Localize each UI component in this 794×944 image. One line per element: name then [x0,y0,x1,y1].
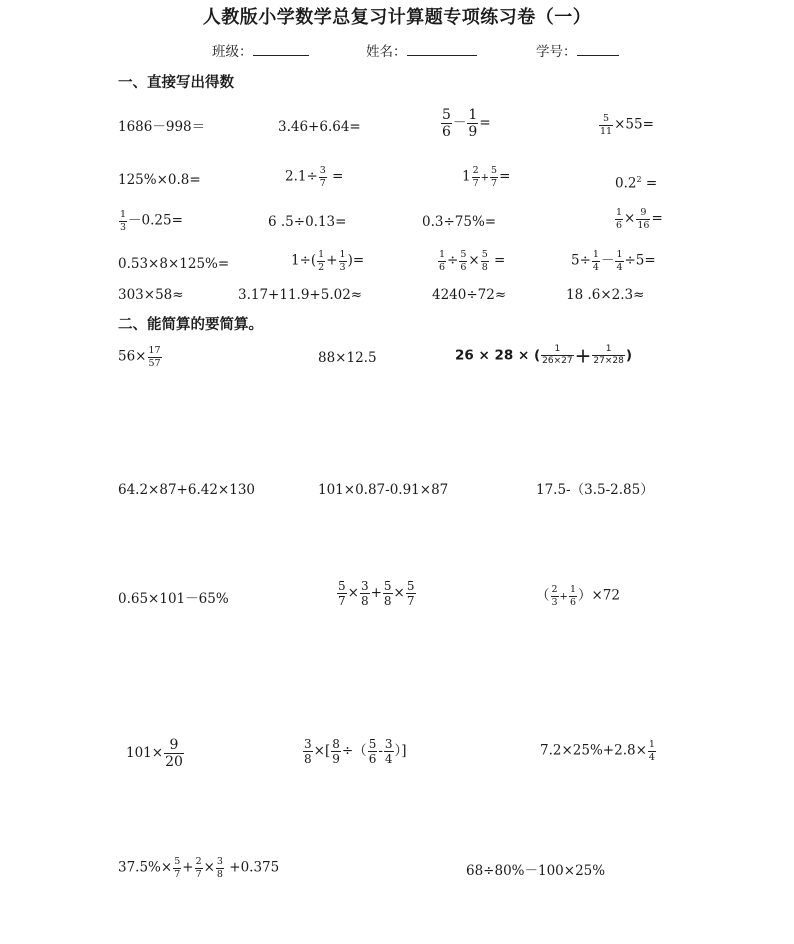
problem-3-2: 6 .5÷0.13= [268,214,347,230]
problem-4-4: 5÷ $\frac{1}{4}$ － $\frac{1}{4}$ ÷5= [571,249,656,273]
problem-3-1: $\frac{1}{3}$ －0.25= [120,209,183,233]
problem-s2-9: （ $\frac{2}{3}$ + $\frac{1}{6}$ ）×72 [536,584,620,608]
problem-s2-2: 88×12.5 [318,350,377,366]
fraction: $\frac{5}{7}$ [406,579,415,608]
problem-s2-7: 0.65×101－65% [118,591,229,607]
fraction: $\frac{1}{4}$ [616,249,623,273]
fraction: $\frac{5}{7}$ [174,856,181,880]
fraction: $\frac{3}{4}$ [384,737,393,766]
fraction: $\frac{1}{4}$ [648,739,655,763]
name-field [366,40,477,60]
fraction: $\frac{2}{7}$ [195,856,202,880]
problem-s2-14: 68÷80%－100×25% [466,863,606,879]
problem-2-4: $0.2^2$ = [615,175,658,192]
problem-2-1: 125%×0.8= [118,172,201,188]
fraction: $\frac{3}{8}$ [360,579,369,608]
fraction: $\frac{5}{6}$ [442,107,451,140]
problem-1-2: 3.46+6.64= [278,119,361,135]
fraction: $\frac{9}{16}$ [637,207,650,231]
section-1-heading: 一、直接写出得数 [118,74,234,91]
problem-s2-13: 37.5%× $\frac{5}{7}$ + $\frac{2}{7}$ × $\frac{3}{8}$ +0.375 [118,856,280,880]
fraction: $\frac{1}{26\times 27}$ [542,344,573,366]
name-blank[interactable] [407,42,477,56]
fraction: $\frac{5}{7}$ [491,165,498,189]
fraction: $\frac{1}{6}$ [439,249,446,273]
problem-5-3: 4240÷72≈ [432,287,507,303]
fraction: $\frac{1}{3}$ [120,209,127,233]
fraction: $\frac{9}{20}$ [165,737,183,770]
fraction: $\frac{2}{3}$ [551,584,558,608]
id-blank[interactable] [577,42,619,56]
page-title: 人教版小学数学总复习计算题专项练习卷（一） [202,7,592,28]
class-field [212,40,309,60]
fraction: $\frac{1}{27\times 28}$ [593,344,624,366]
fraction: $\frac{5}{8}$ [481,249,488,273]
problem-1-3: $\frac{5}{6}$ － $\frac{1}{9}$ = [442,107,491,140]
problem-5-4: 18 .6×2.3≈ [566,287,645,303]
problem-3-3: 0.3÷75%= [422,214,497,230]
problem-2-2: 2.1÷ $\frac{3}{7}$ = [285,165,344,189]
fraction: $\frac{1}{6}$ [569,584,576,608]
problem-s2-4: 64.2×87+6.42×130 [118,482,255,498]
fraction: $\frac{8}{9}$ [332,737,340,766]
id-label: 学号： [536,44,577,60]
problem-1-4: $\frac{5}{11}$ ×55= [600,113,654,137]
problem-3-4: $\frac{1}{6}$ × $\frac{9}{16}$ = [616,207,663,231]
fraction: $\frac{5}{11}$ [600,113,613,137]
section-2-heading: 二、能简算的要简算。 [118,316,263,333]
problem-s2-10: 101× $\frac{9}{20}$ [126,737,183,770]
fraction: $\frac{17}{57}$ [148,345,161,369]
problem-5-2: 3.17+11.9+5.02≈ [238,287,363,303]
problem-s2-5: 101×0.87-0.91×87 [318,482,449,498]
problem-s2-1: 56× $\frac{17}{57}$ [118,345,161,369]
name-label: 姓名： [366,44,407,60]
problem-s2-6: 17.5-（3.5-2.85） [536,482,654,498]
fraction: $\frac{1}{6}$ [616,207,623,231]
problem-2-3: 1 $\frac{2}{7}$ + $\frac{5}{7}$ = [462,165,511,189]
problem-5-1: 303×58≈ [118,287,184,303]
fraction: $\frac{2}{7}$ [472,165,479,189]
problem-s2-3: 26 × 28 × ( $\frac{1}{26\times 27}$ + $\frac{1}{27\times 28}$ ) [455,343,633,368]
fraction: $\frac{1}{3}$ [339,249,346,273]
fraction: $\frac{3}{7}$ [319,165,326,189]
problem-s2-8: $\frac{5}{7}$ × $\frac{3}{8}$ + $\frac{5}{8}$ × $\frac{5}{7}$ [338,579,415,608]
problem-4-3: $\frac{1}{6}$ ÷ $\frac{5}{6}$ × $\frac{5}{8}$ = [439,249,506,273]
class-blank[interactable] [253,42,309,56]
fraction: $\frac{3}{8}$ [304,737,312,766]
problem-4-1: 0.53×8×125%= [118,256,230,272]
fraction: $\frac{1}{9}$ [468,107,478,140]
class-label: 班级： [212,44,253,60]
problem-s2-12: 7.2×25%+2.8× $\frac{1}{4}$ [540,739,655,763]
fraction: $\frac{5}{7}$ [338,579,346,608]
fraction: $\frac{1}{2}$ [318,249,325,273]
id-field [536,40,619,60]
fraction: $\frac{3}{8}$ [216,856,223,880]
problem-4-2: 1÷( $\frac{1}{2}$ + $\frac{1}{3}$ )= [291,249,365,273]
fraction: $\frac{5}{6}$ [368,737,377,766]
fraction: $\frac{5}{6}$ [460,249,467,273]
problem-s2-11: $\frac{3}{8}$ ×[ $\frac{8}{9}$ ÷（ $\frac{5}{6}$ - $\frac{3}{4}$ ）] [304,737,407,766]
fraction: $\frac{1}{4}$ [592,249,599,273]
problem-1-1: 1686－998＝ [118,119,206,135]
fraction: $\frac{5}{8}$ [383,579,392,608]
